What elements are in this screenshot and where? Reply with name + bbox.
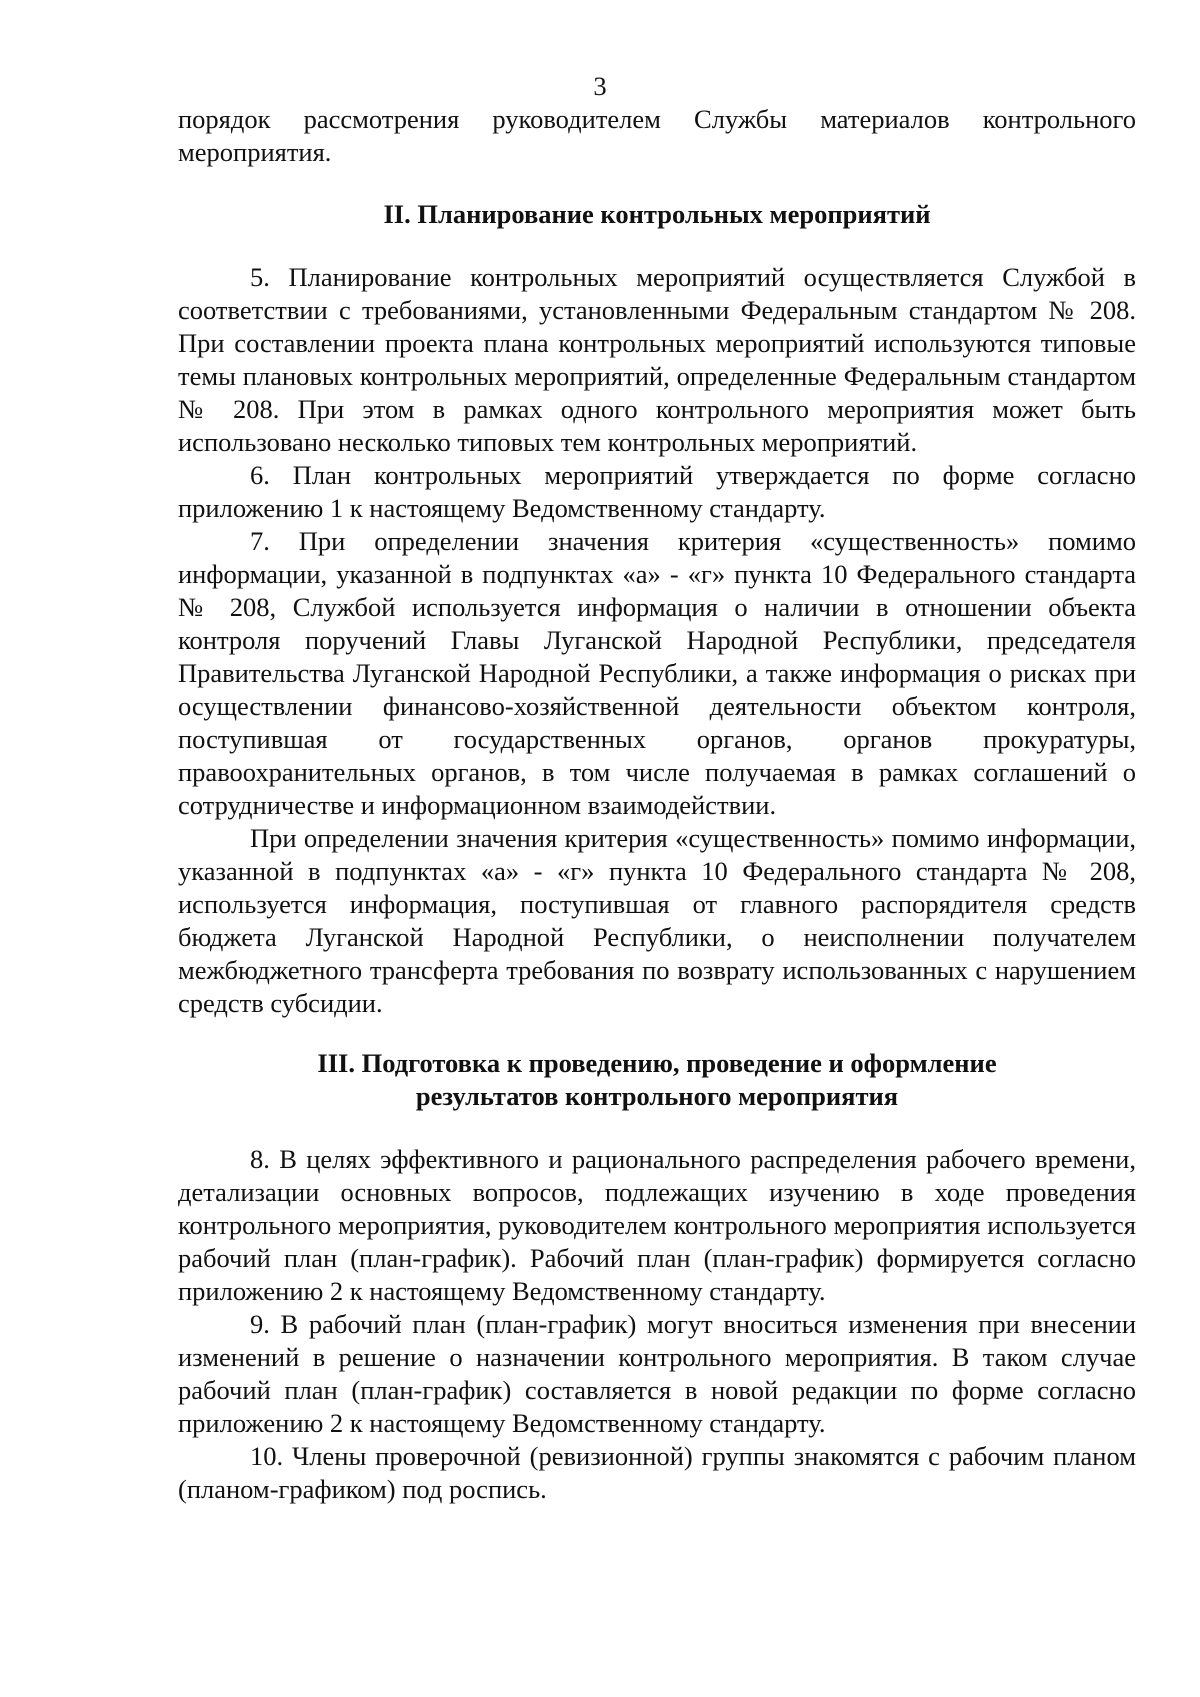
document-body xyxy=(178,103,1136,1506)
paragraph-5: 5. Планирование контрольных мероприятий осуществляется Службой в соответствии с требованиями, установленными Федеральным стандартом № 208. При составлении проекта плана контрольных мероприятий используются типовые темы плановых контрольных мероприятий, определенные Федеральным стандартом № 208. При этом в рамках одного контрольного мероприятия может быть использовано несколько типовых тем контрольных мероприятий. xyxy=(178,262,1136,457)
paragraph-7: 7. При определении значения критерия «существенность» помимо информации, указанной в подпунктах «а» - «г» пункта 10 Федерального стандарта № 208, Службой используется информация о наличии в отношении объекта контроля поручений Главы Луганской Народной Республики, председателя Правительства Луганской Народной Республики, а также информация о рисках при осуществлении финансово-хозяйственной деятельности объектом контроля, поступившая от государственных органов, органов прокуратуры, правоохранительных органов, в том числе получаемая в рамках соглашений о сотрудничестве и информационном взаимодействии. xyxy=(178,526,1136,820)
paragraph-10: 10. Члены проверочной (ревизионной) группы знакомятся с рабочим планом (планом-графиком) под роспись. xyxy=(178,1441,1136,1504)
section-3-heading-line-1: III. Подготовка к проведению, проведение и оформление xyxy=(317,1048,997,1078)
paragraph-8: 8. В целях эффективного и рационального распределения рабочего времени, детализации основных вопросов, подлежащих изучению в ходе проведения контрольного мероприятия, руководителем контрольного мероприятия используется рабочий план (план-график). Рабочий план (план-график) формируется согласно приложению 2 к настоящему Ведомственному стандарту. xyxy=(178,1144,1136,1306)
section-3-heading xyxy=(178,1047,1136,1113)
section-2-heading: II. Планирование контрольных мероприятий xyxy=(383,199,931,229)
paragraph-9: 9. В рабочий план (план-график) могут вноситься изменения при внесении изменений в решение о назначении контрольного мероприятия. В таком случае рабочий план (план-график) составляется в новой редакции по форме согласно приложению 2 к настоящему Ведомственному стандарту. xyxy=(178,1309,1136,1438)
intro-paragraph: порядок рассмотрения руководителем Службы материалов контрольного мероприятия. xyxy=(178,104,1136,167)
paragraph-7-continuation: При определении значения критерия «существенность» помимо информации, указанной в подпунктах «а» - «г» пункта 10 Федерального стандарта № 208, используется информация, поступившая от главного распорядителя средств бюджета Луганской Народной Республики, о неисполнении получателем межбюджетного трансферта требования по возврату использованных с нарушением средств субсидии. xyxy=(178,823,1136,1018)
page-number: 3 xyxy=(593,71,607,101)
paragraph-6: 6. План контрольных мероприятий утверждается по форме согласно приложению 1 к настоящему Ведомственному стандарту. xyxy=(178,460,1136,523)
section-3-heading-line-2: результатов контрольного мероприятия xyxy=(415,1081,899,1111)
